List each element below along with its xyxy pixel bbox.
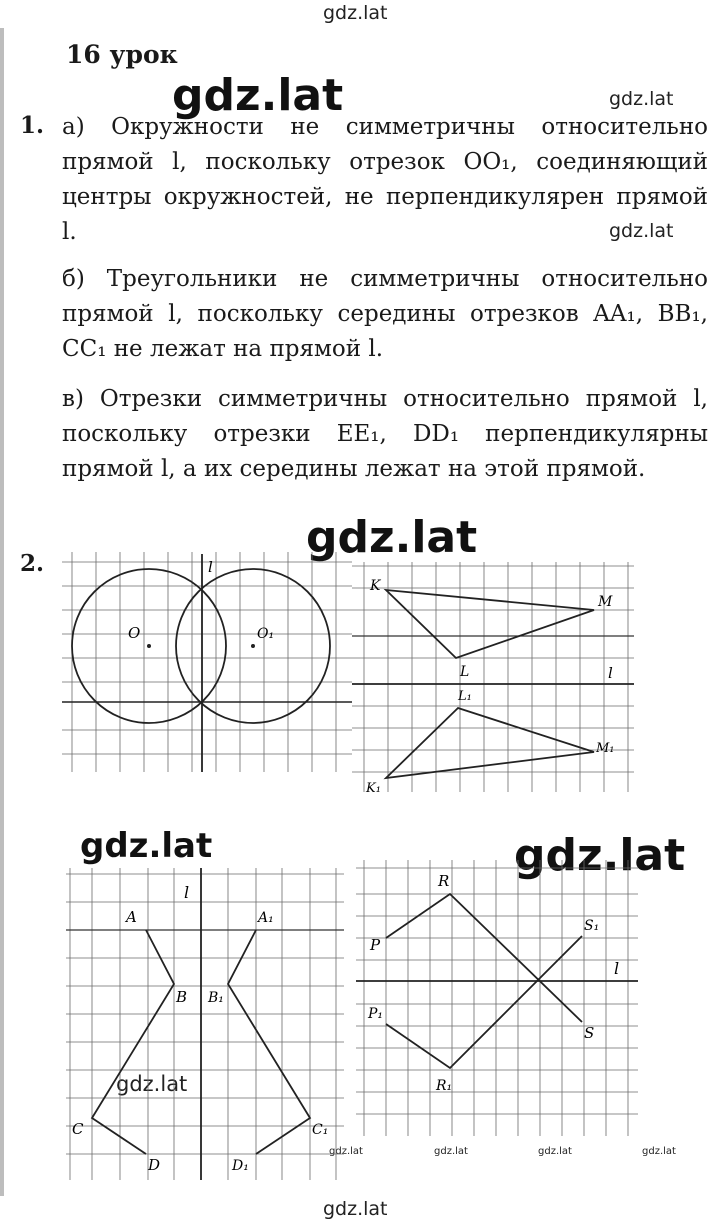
label-c1: C₁ — [312, 1122, 329, 1138]
figure-polylines — [66, 868, 344, 1180]
label-l: l — [184, 883, 190, 902]
figure-angles — [356, 860, 638, 1136]
grid — [66, 868, 344, 1180]
watermark-small-1: gdz.lat — [609, 88, 674, 110]
label-l: l — [208, 558, 213, 576]
watermark-top: gdz.lat — [323, 2, 388, 24]
triangle-klm — [386, 590, 594, 658]
label-b1: B₁ — [208, 990, 224, 1006]
label-a: A — [126, 908, 137, 926]
task-1-number: 1. — [20, 112, 45, 139]
watermark-large-4: gdz.lat — [514, 830, 686, 881]
label-s: S — [584, 1024, 595, 1042]
label-d: D — [148, 1156, 161, 1174]
watermark-large-1: gdz.lat — [172, 70, 344, 121]
watermark-tiny-4: gdz.lat — [642, 1146, 676, 1157]
figure-circles — [62, 552, 352, 772]
center-o — [147, 644, 151, 648]
watermark-small-2: gdz.lat — [609, 220, 674, 242]
label-o: O — [128, 624, 141, 642]
watermark-tiny-3: gdz.lat — [538, 1146, 572, 1157]
lesson-title: 16 урок — [66, 40, 178, 69]
watermark-large-3: gdz.lat — [80, 826, 213, 866]
label-m: M — [598, 594, 613, 610]
task-2-number: 2. — [20, 550, 45, 577]
label-a1: A₁ — [258, 910, 274, 926]
label-d1: D₁ — [232, 1158, 249, 1174]
triangle-k1l1m1 — [386, 708, 594, 778]
label-l: l — [614, 959, 620, 978]
task-1-part-a: а) Окружности не симметричны относительно прямой l, поскольку отрезок OO₁, соединяющий центры окружностей, не перпендикулярен прямой l. — [62, 114, 708, 245]
label-p1: P₁ — [368, 1006, 384, 1022]
label-l1: L₁ — [458, 689, 472, 704]
grid — [356, 860, 638, 1136]
label-r1: R₁ — [436, 1078, 453, 1094]
label-b: B — [176, 988, 188, 1006]
label-l-vertex: L — [460, 664, 470, 680]
watermark-tiny-1: gdz.lat — [329, 1146, 363, 1157]
center-o1 — [251, 644, 255, 648]
label-p: P — [370, 936, 381, 954]
angle-prs — [386, 894, 582, 1022]
task-1-part-b: б) Треугольники не симметричны относительно прямой l, поскольку середины отрезков AA₁, BB₁, CC₁ не лежат на прямой l. — [62, 266, 708, 362]
label-line-l: l — [608, 664, 613, 682]
watermark-small-3: gdz.lat — [116, 1072, 188, 1096]
label-k1: K₁ — [366, 781, 381, 792]
watermark-tiny-2: gdz.lat — [434, 1146, 468, 1157]
grid — [352, 562, 634, 792]
label-c: C — [72, 1120, 84, 1138]
label-k: K — [370, 578, 381, 594]
watermark-bottom: gdz.lat — [323, 1198, 388, 1220]
label-o1: O₁ — [257, 626, 275, 642]
watermark-large-2: gdz.lat — [306, 512, 478, 563]
figure-triangles — [352, 562, 634, 792]
label-m1: M₁ — [596, 741, 615, 756]
page-margin-bar — [0, 28, 4, 1196]
label-s1: S₁ — [584, 918, 600, 934]
label-r: R — [438, 872, 450, 890]
task-1-part-c: в) Отрезки симметричны относительно прямой l, поскольку отрезки EE₁, DD₁ перпендикулярны прямой l, а их середины лежат на этой прямой. — [62, 386, 708, 482]
